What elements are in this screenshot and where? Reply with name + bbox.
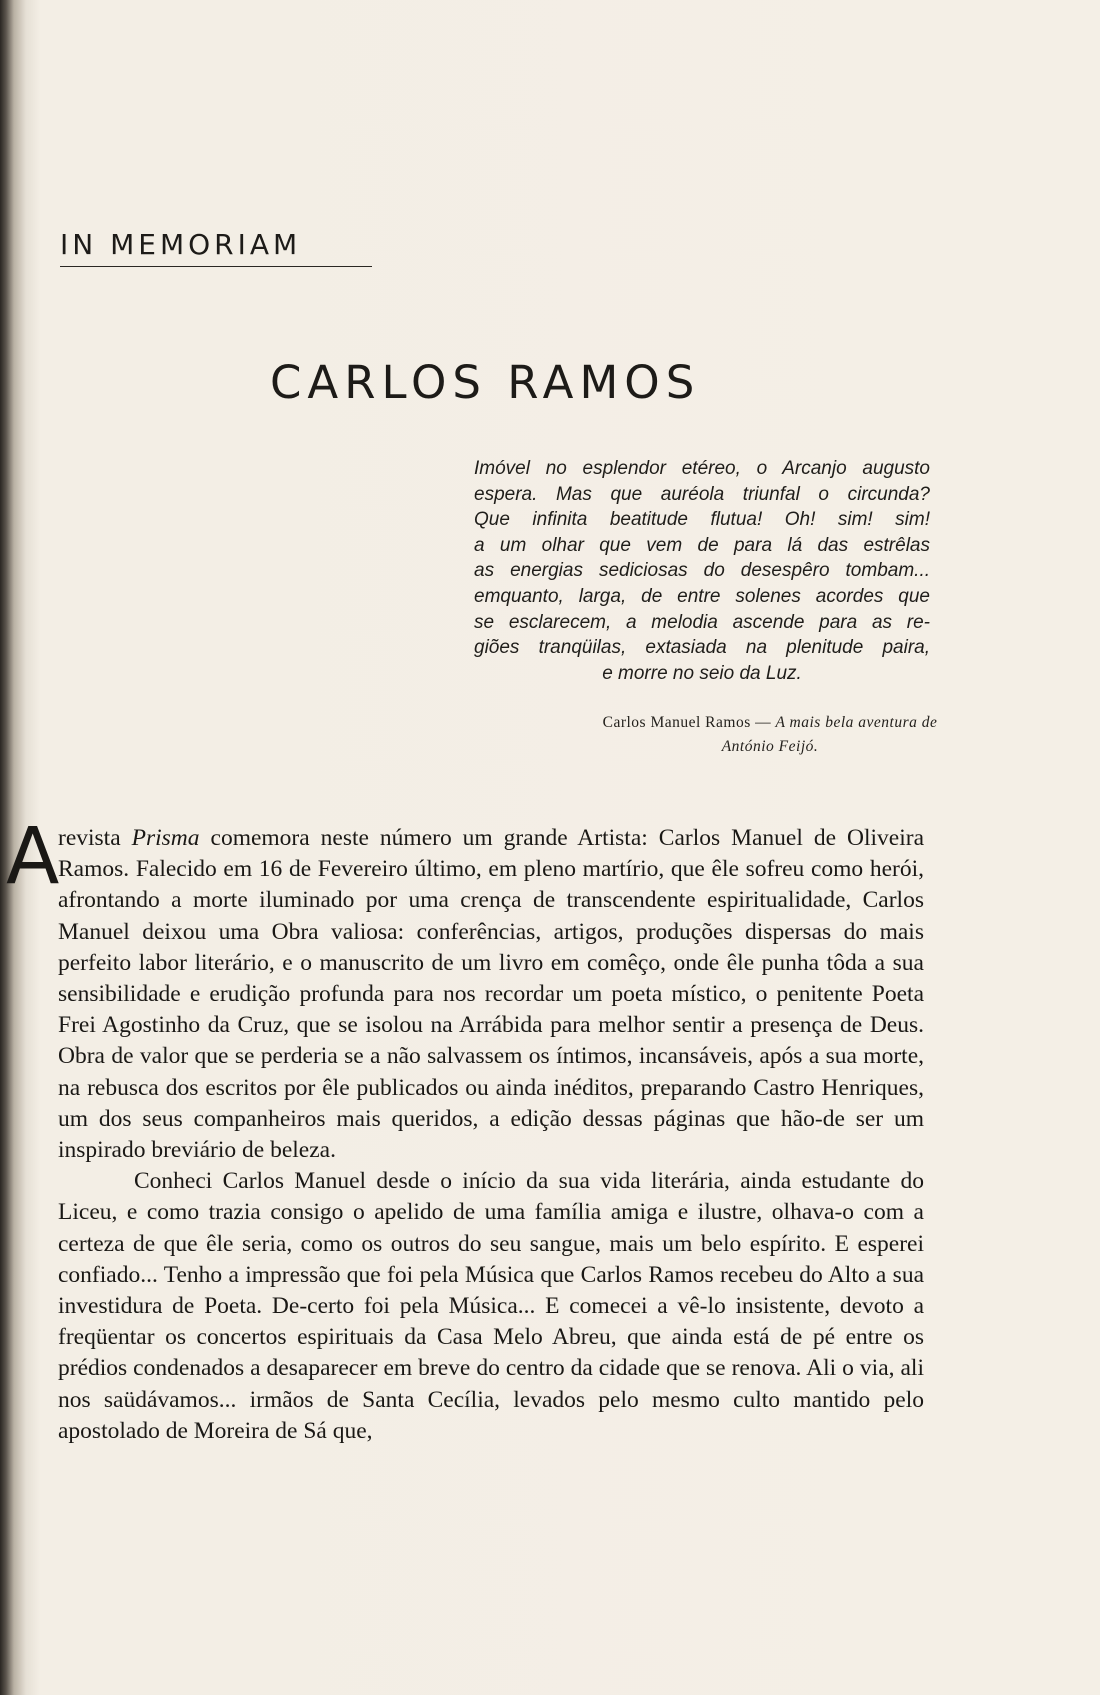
section-label: IN MEMORIAM (60, 228, 302, 261)
epigraph-line: espera. Mas que auréola triunfal o circunda? (474, 483, 930, 505)
drop-cap: A (6, 812, 60, 902)
article-title: CARLOS RAMOS (270, 356, 701, 409)
epigraph-line: giões tranqüilas, extasiada na plenitude paira, (474, 637, 930, 659)
epigraph-line: as energias sediciosas do desespêro tombam... (474, 560, 930, 582)
epigraph-line: se esclarecem, a melodia ascende para as re- (474, 611, 930, 633)
epigraph (474, 456, 930, 686)
epigraph-attribution (590, 711, 950, 759)
paragraph-1 (6, 812, 925, 1166)
epigraph-line: Que infinita beatitude flutua! Oh! sim! sim! (474, 509, 930, 531)
attribution-work: A mais bela aventura de António Feijó. (721, 714, 938, 755)
epigraph-line: emquanto, larga, de entre solenes acordes que (474, 585, 930, 607)
paragraph-1-start: revista (58, 825, 132, 851)
paragraph-2: Conheci Carlos Manuel desde o início da sua vida literária, ainda estudante do Liceu, e como trazia consigo o apelido de uma família amiga e ilustre, olhava-o com a certeza de que êle seria, como os outros do seu sangue, mais um belo espírito. E esperei confiado... Tenho a impressão que foi pela Música que Carlos Ramos recebeu do Alto a sua investidura de Poeta. De-certo foi pela Música... E comecei a vê-lo insistente, devoto a freqüentar os concertos espirituais da Casa Melo Abreu, que ainda está de pé entre os prédios condenados a desaparecer em breve do centro da cidade que se renova. Ali o via, ali nos saüdávamos... irmãos de Santa Cecília, levados pelo mesmo culto mantido pelo apostolado de Moreira de Sá que, (58, 1168, 924, 1444)
attribution-separator: — (750, 714, 776, 731)
epigraph-line: a um olhar que vem de para lá das estrêlas (474, 534, 930, 556)
paragraph-1-text: comemora neste número um grande Artista: Carlos Manuel de Oliveira Ramos. Falecido em 16 de Fevereiro último, em pleno martírio, que êle sofreu como herói, afrontando a morte iluminado por uma crença de transcendente espiritualidade, Carlos Manuel deixou uma Obra valiosa: conferências, artigos, produções dispersas do mais perfeito labor literário, e o manuscrito de um livro em comêço, onde êle punha tôda a sua sensibilidade e erudição profunda para nos recordar um poeta místico, o penitente Poeta Frei Agostinho da Cruz, que se isolou na Arrábida para melhor sentir a presença de Deus. Obra de valor que se perderia se a não salvassem os íntimos, incansáveis, após a sua morte, na rebusca dos escritos por êle publicados ou ainda inéditos, preparando Castro Henriques, um dos seus companheiros mais queridos, a edição dessas páginas que hão-de ser um inspirado breviário de beleza. (58, 825, 925, 1164)
epigraph-line: e morre no seio da Luz. (602, 662, 802, 684)
article-body (6, 812, 925, 1447)
section-underline (60, 266, 372, 267)
epigraph-line: Imóvel no esplendor etéreo, o Arcanjo augusto (474, 458, 930, 479)
attribution-author: Carlos Manuel Ramos (602, 714, 751, 731)
magazine-name: Prisma (131, 825, 200, 851)
